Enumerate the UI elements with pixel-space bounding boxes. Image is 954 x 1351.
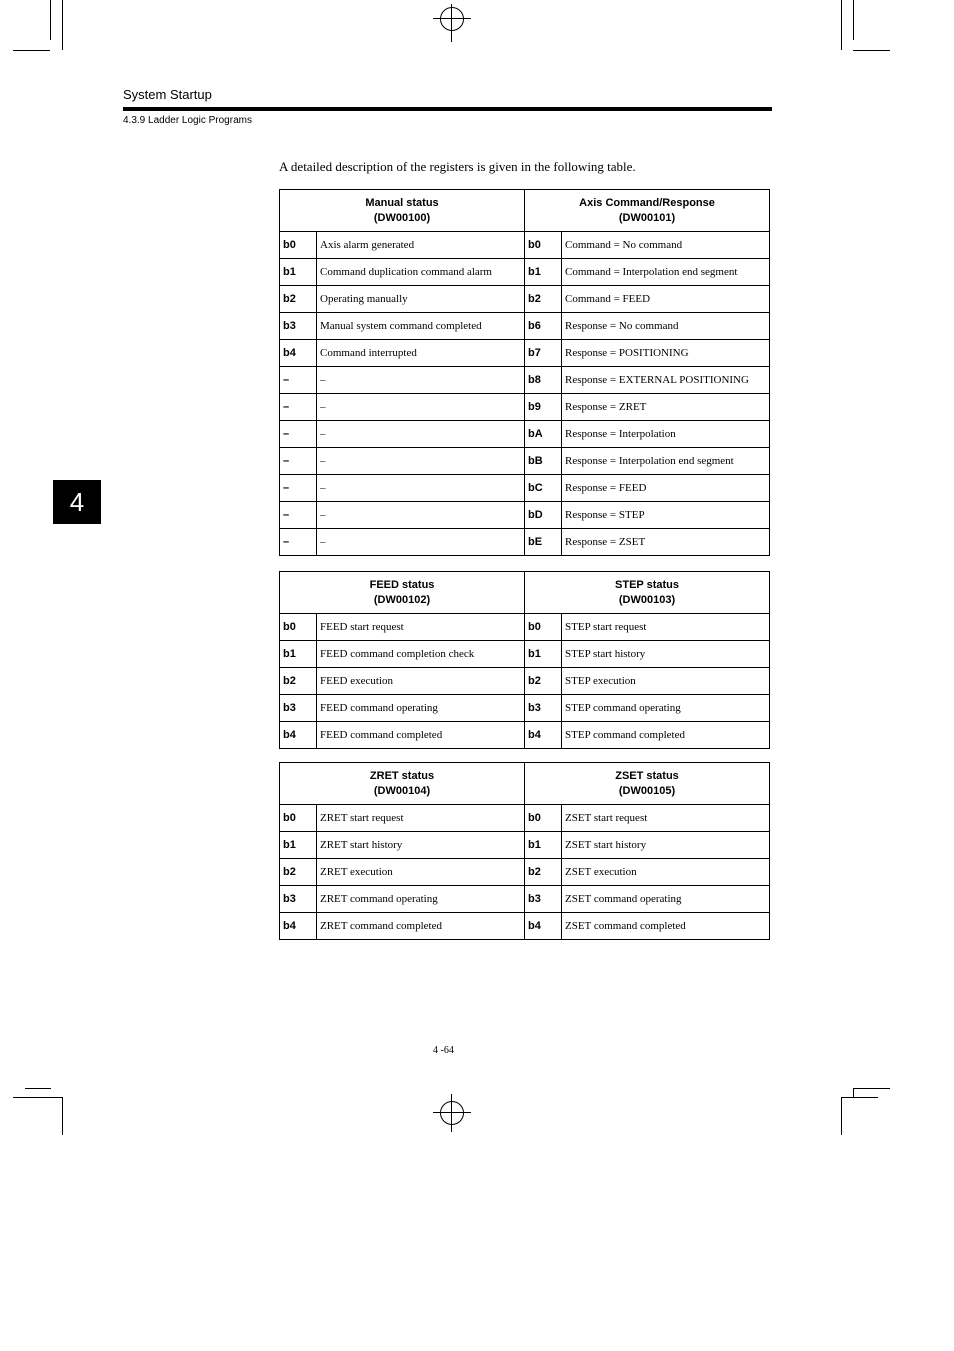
header-register: (DW00105) <box>618 784 676 797</box>
table-row <box>280 529 770 556</box>
bit-cell-left: b3 <box>280 695 317 722</box>
header-register: (DW00104) <box>373 784 431 797</box>
table-header-row <box>280 763 770 805</box>
description-cell-left: ZRET start request <box>317 805 525 832</box>
description-cell-left: FEED command operating <box>317 695 525 722</box>
table-row <box>280 668 770 695</box>
description-cell-left: – <box>317 502 525 529</box>
description-cell-left: Axis alarm generated <box>317 232 525 259</box>
description-cell-left: ZRET start history <box>317 832 525 859</box>
description-cell-right: ZSET start request <box>562 805 770 832</box>
bit-cell-left: – <box>280 529 317 556</box>
bit-cell-right: b8 <box>525 367 562 394</box>
table-header-row <box>280 190 770 232</box>
description-cell-right: Response = ZSET <box>562 529 770 556</box>
bit-cell-left: – <box>280 367 317 394</box>
description-cell-left: – <box>317 475 525 502</box>
description-cell-left: – <box>317 448 525 475</box>
subsection-title: 4.3.9 Ladder Logic Programs <box>123 115 252 126</box>
bit-cell-left: b4 <box>280 340 317 367</box>
table-row <box>280 286 770 313</box>
bit-cell-right: bC <box>525 475 562 502</box>
header-title: Manual status <box>365 196 439 209</box>
description-cell-left: Operating manually <box>317 286 525 313</box>
bit-cell-right: b7 <box>525 340 562 367</box>
description-cell-right: Response = EXTERNAL POSITIONING <box>562 367 770 394</box>
bit-cell-right: b6 <box>525 313 562 340</box>
bit-cell-right: b2 <box>525 668 562 695</box>
description-cell-right: Response = STEP <box>562 502 770 529</box>
bit-cell-right: b4 <box>525 722 562 749</box>
description-cell-right: ZSET execution <box>562 859 770 886</box>
description-cell-left: – <box>317 394 525 421</box>
description-cell-right: ZSET start history <box>562 832 770 859</box>
description-cell-left: Command duplication command alarm <box>317 259 525 286</box>
table-row <box>280 259 770 286</box>
table-row <box>280 614 770 641</box>
description-cell-right: Response = No command <box>562 313 770 340</box>
bit-cell-right: b0 <box>525 805 562 832</box>
table-body <box>280 614 770 749</box>
header-title: ZRET status <box>369 769 435 782</box>
bit-cell-left: b1 <box>280 259 317 286</box>
register-table-feed-step <box>279 571 770 749</box>
description-cell-left: FEED execution <box>317 668 525 695</box>
description-cell-right: Response = Interpolation <box>562 421 770 448</box>
description-cell-right: ZSET command operating <box>562 886 770 913</box>
bit-cell-left: b3 <box>280 886 317 913</box>
bit-cell-right: b9 <box>525 394 562 421</box>
chapter-tab: 4 <box>53 480 101 524</box>
header-register: (DW00100) <box>373 211 431 224</box>
bit-cell-right: b1 <box>525 832 562 859</box>
header-register: (DW00103) <box>618 593 676 606</box>
description-cell-left: FEED command completed <box>317 722 525 749</box>
bit-cell-right: b3 <box>525 886 562 913</box>
description-cell-left: – <box>317 421 525 448</box>
description-cell-right: Response = POSITIONING <box>562 340 770 367</box>
table-row <box>280 913 770 940</box>
table-row <box>280 448 770 475</box>
description-cell-left: Manual system command completed <box>317 313 525 340</box>
table-row <box>280 832 770 859</box>
table-header-left <box>280 763 525 805</box>
bit-cell-left: b0 <box>280 805 317 832</box>
bit-cell-left: b2 <box>280 286 317 313</box>
table-header-right <box>525 190 770 232</box>
register-table-zret-zset <box>279 762 770 940</box>
bit-cell-left: b3 <box>280 313 317 340</box>
table-row <box>280 502 770 529</box>
bit-cell-left: b4 <box>280 913 317 940</box>
table-row <box>280 859 770 886</box>
description-cell-left: FEED command completion check <box>317 641 525 668</box>
section-title: System Startup <box>123 87 212 102</box>
bit-cell-right: b0 <box>525 232 562 259</box>
table-row <box>280 394 770 421</box>
bit-cell-left: b1 <box>280 641 317 668</box>
header-rule <box>123 107 772 111</box>
description-cell-right: STEP start request <box>562 614 770 641</box>
description-cell-left: Command interrupted <box>317 340 525 367</box>
bit-cell-right: b0 <box>525 614 562 641</box>
table-header-left <box>280 572 525 614</box>
bit-cell-right: b3 <box>525 695 562 722</box>
description-cell-right: Command = No command <box>562 232 770 259</box>
description-cell-left: FEED start request <box>317 614 525 641</box>
description-cell-right: Response = Interpolation end segment <box>562 448 770 475</box>
bit-cell-left: – <box>280 502 317 529</box>
intro-text: A detailed description of the registers is given in the following table. <box>279 159 636 174</box>
description-cell-right: Command = Interpolation end segment <box>562 259 770 286</box>
description-cell-right: Response = FEED <box>562 475 770 502</box>
bit-cell-right: b2 <box>525 286 562 313</box>
table-header-right <box>525 572 770 614</box>
table-header-left <box>280 190 525 232</box>
bit-cell-left: b2 <box>280 668 317 695</box>
table-row <box>280 475 770 502</box>
description-cell-left: – <box>317 367 525 394</box>
page-number: 4 -64 <box>433 1045 454 1056</box>
bit-cell-right: b1 <box>525 641 562 668</box>
bit-cell-right: bA <box>525 421 562 448</box>
bit-cell-left: b2 <box>280 859 317 886</box>
bit-cell-left: – <box>280 448 317 475</box>
table-body <box>280 805 770 940</box>
bit-cell-left: b4 <box>280 722 317 749</box>
description-cell-right: STEP execution <box>562 668 770 695</box>
description-cell-right: STEP command operating <box>562 695 770 722</box>
description-cell-left: ZRET command operating <box>317 886 525 913</box>
description-cell-right: Command = FEED <box>562 286 770 313</box>
table-header-row <box>280 572 770 614</box>
bit-cell-left: b0 <box>280 614 317 641</box>
description-cell-left: ZRET execution <box>317 859 525 886</box>
table-body <box>280 232 770 556</box>
header-title: Axis Command/Response <box>579 196 715 209</box>
description-cell-right: STEP command completed <box>562 722 770 749</box>
bit-cell-right: b1 <box>525 259 562 286</box>
bit-cell-right: b2 <box>525 859 562 886</box>
table-row <box>280 232 770 259</box>
table-row <box>280 695 770 722</box>
table-row <box>280 886 770 913</box>
bit-cell-right: bD <box>525 502 562 529</box>
description-cell-left: ZRET command completed <box>317 913 525 940</box>
table-row <box>280 722 770 749</box>
register-table-manual-axis <box>279 189 770 556</box>
description-cell-right: Response = ZRET <box>562 394 770 421</box>
header-title: ZSET status <box>615 769 679 782</box>
bit-cell-left: – <box>280 421 317 448</box>
header-title: STEP status <box>615 578 680 591</box>
bit-cell-left: – <box>280 475 317 502</box>
bit-cell-left: – <box>280 394 317 421</box>
bit-cell-left: b0 <box>280 232 317 259</box>
table-row <box>280 421 770 448</box>
header-title: FEED status <box>369 578 435 591</box>
description-cell-right: STEP start history <box>562 641 770 668</box>
table-row <box>280 641 770 668</box>
bit-cell-right: bE <box>525 529 562 556</box>
bit-cell-right: bB <box>525 448 562 475</box>
table-row <box>280 313 770 340</box>
bit-cell-right: b4 <box>525 913 562 940</box>
bit-cell-left: b1 <box>280 832 317 859</box>
table-row <box>280 367 770 394</box>
table-row <box>280 805 770 832</box>
description-cell-right: ZSET command completed <box>562 913 770 940</box>
header-register: (DW00101) <box>618 211 676 224</box>
table-header-right <box>525 763 770 805</box>
header-register: (DW00102) <box>373 593 431 606</box>
table-row <box>280 340 770 367</box>
description-cell-left: – <box>317 529 525 556</box>
